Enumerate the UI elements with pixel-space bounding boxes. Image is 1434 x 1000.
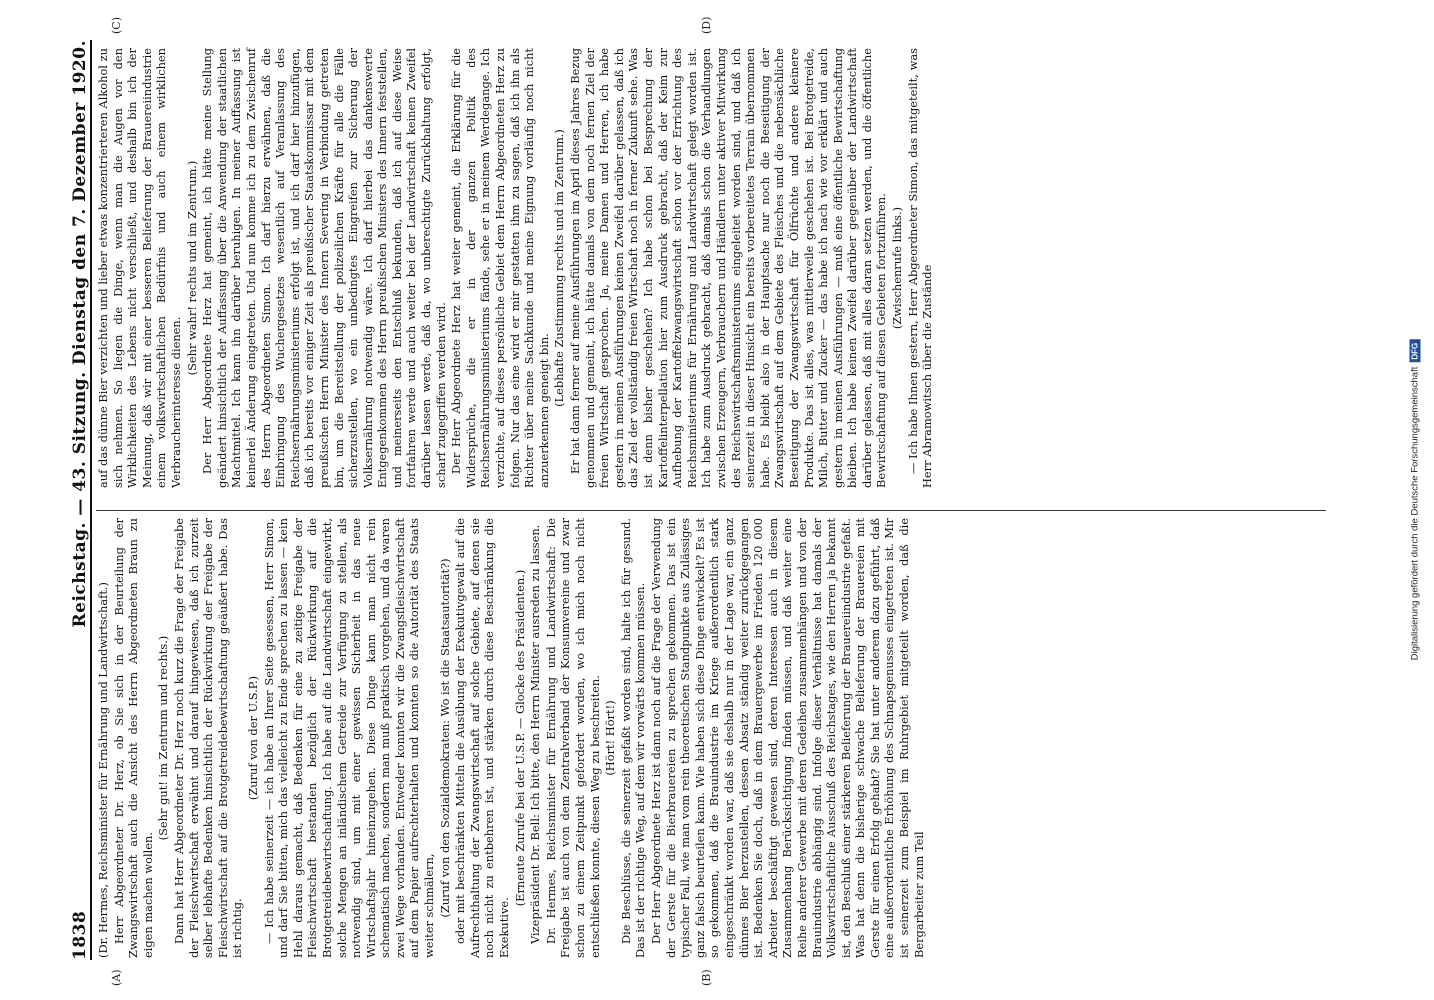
paragraph: Herr Abgeordneter Dr. Herz, ob Sie sich in der Beurteilung der Zwangswirtschaft auch die Ansicht des Herrn Abgeordneten Braun zu eigen machen wollen. (111, 518, 155, 958)
margin-marker-b: (B) (700, 969, 713, 986)
paragraph: Dann hat Herr Abgeordneter Dr. Herz noch kurz die Frage der Freigabe der Fleischwirtschaft erwähnt und darauf hingewiesen, daß ich zurzeit selber lebhafte Bedenken hinsichtlich der Rückwirkung der Freigabe der Fleischwirtschaft auf die Brotgetreidebewirtschaftung geäußert habe. Das ist richtig. (171, 518, 245, 958)
paragraph: oder mit beschränkten Mitteln die Ausübung der Exekutivgewalt auf die Aufrechthaltung der Zwangswirtschaft auf solche Gebiete, auf denen sie noch nicht zu entbehren ist, und stärken durch diese Beschränkung die Exekutive. (453, 518, 512, 958)
paragraph: (Hört! Hört!) (603, 700, 618, 776)
dfg-logo-icon: DFG (1410, 340, 1421, 363)
paragraph: Er hat dann ferner auf meine Ausführungen im April dieses Jahres Bezug genommen und gemeint, ich hätte damals von dem noch fernen Ziel der freien Wirtschaft gesprochen. Ja, meine Damen und Herren, ich habe gestern in meinen Ausführungen keinen Zweifel darüber gelassen, daß ich das Ziel der vollständig freien Wirtschaft noch in ferner Zukunft sehe. Was ist denn bisher geschehen? Ich habe schon bei Besprechung der Kartoffelinterpellation hier zum Ausdruck gebracht, daß der Keim zur Aufhebung der Kartoffelzwangswirtschaft schon vor der Errichtung des Reichsministeriums für Ernährung und Landwirtschaft gelegt worden ist. Ich habe zum Ausdruck gebracht, daß damals schon die Verhandlungen zwischen Erzeugern, Verbrauchern und Händlern unter aktiver Mitwirkung des Reichswirtschaftsministeriums eingeleitet worden sind, und daß ich seinerzeit in dieser Hinsicht ein bereits vorbereitetes Terrain übernommen habe. Es bleibt also in der Hauptsache nur noch die Beseitigung der Zwangswirtschaft auf dem Gebiete des Fleisches und die nebensächliche Beseitigung der Zwangswirtschaft für Ölfrüchte und andere kleinere Produkte. Das ist alles, was mittlerweile geschehen ist. Bei Brotgetreide, Milch, Butter und Zucker — das habe ich nach wie vor erklärt und auch gestern in meinen Ausführungen — muß eine öffentliche Bewirtschaftung bleiben. Ich habe keinen Zweifel darüber gegenüber der Landwirtschaft darüber gelassen, daß mit alles daran setzen werden, und die öffentliche Bewirtschaftung auf diesen Gebieten fortzuführen. (568, 48, 889, 488)
paragraph: (Zwischenrufe links.) (890, 206, 905, 330)
paragraph: — Ich habe seinerzeit — ich habe an Ihrer Seite gesessen, Herr Simon, und darf Sie bitten, mich das vielleicht zu Ende sprechen zu lassen — kein Hehl daraus gemacht, daß Bedenken für eine zu zeitige Freigabe der Fleischwirtschaft bestanden bezüglich der Rückwirkung auf die Brotgetreidebewirtschaftung. Ich habe auf die Landwirtschaft eingewirkt, solche Mengen an inländischem Getreide zur Verfügung zu stellen, als notwendig sind, um mit einer gewissen Sicherheit in das neue Wirtschaftsjahr hineinzugehen. Diese Dinge kann man nicht rein schematisch machen, sondern man muß praktisch vorgehen, und da waren zwei Wege vorhanden. Entweder konnten wir die Zwangsfleischwirtschaft auf dem Papier aufrechterhalten und konnten so die Autorität des Staats weiter schmälern, (261, 518, 437, 958)
page-number: 1838 (70, 910, 90, 960)
paragraph: (Zuruf von den Sozialdemokraten: Wo ist die Staatsautorität?) (437, 558, 452, 918)
credit-text: Digitalisierung gefördert durch die Deutsche Forschungsgemeinschaft (1409, 366, 1421, 661)
paragraph: (Sehr gut! im Zentrum und rechts.) (156, 635, 171, 841)
paragraph: (Lebhafte Zustimmung rechts und im Zentrum.) (552, 129, 567, 407)
paragraph: (Erneute Zurufe bei der U.S.P. — Glocke des Präsidenten.) (512, 569, 527, 907)
paragraph: Dr. Hermes, Reichsminister für Ernährung und Landwirtschaft: Die Freigabe ist auch von dem Zentralverband der Konsumvereine und zwar schon zu einem Zeitpunkt gefordert worden, wo ich mich noch nicht entschließen konnte, diesen Weg zu beschreiten. (543, 518, 602, 958)
page-header (60, 40, 92, 960)
running-title: Reichstag. — 43. Sitzung. Dienstag den 7. Dezember 1920. (70, 40, 90, 628)
paragraph: Der Herr Abgeordnete Herz hat weiter gemeint, die Erklärung für die Widersprüche, die er in der ganzen Politik des Reichsernährungsministeriums fände, sehe er in meinem Werdegange. Ich verzichte, auf dieses persönliche Gebiet dem Herrn Abgeordneten Herz zu folgen. Nur das eine wird er mir gestatten ihm zu sagen, daß ich ihn als Richter über meine Sachkunde und meine Eignung vorläufig noch nicht anzuerkennen geneigt bin. (449, 48, 551, 488)
margin-marker-d: (D) (700, 16, 713, 34)
digitization-credit (1410, 340, 1421, 661)
paragraph: Der Herr Abgeordnete Herz ist dann noch auf die Frage der Verwendung der Gerste für die Bierbrauereien zu sprechen gekommen. Das ist ein typischer Fall, wie man vom rein theoretischen Standpunkte aus Zulässiges ganz falsch beurteilen kann. Wie haben sich diese Dinge entwickelt? Es ist so gekommen, daß die Brauindustrie im Kriege außerordentlich stark eingeschränkt worden war, daß sie deshalb nur in der Lage war, ein ganz dünnes Bier herzustellen, dessen Absatz ständig weiter zurückgegangen ist. Bedenken Sie doch, daß in dem Brauergewerbe im Frieden 120 000 Arbeiter beschäftigt gewesen sind, deren Interessen auch in diesem Zusammenhang Berücksichtigung finden müssen, und daß weiter eine Reihe anderer Gewerbe mit deren Gedeihen zusammenhängen und von der Brauindustrie abhängig sind. Infolge dieser Verhältnisse hat damals der Volkswirtschaftliche Ausschuß des Reichstages, wie den Herren ja bekannt ist, den Beschluß einer stärkeren Belieferung der Brauereiindustrie gefaßt. Was hat denn die bisherige schwache Belieferung der Brauereien mit Gerste für einen Erfolg gehabt? Sie hat unter anderem dazu geführt, daß eine außerordentliche Erhöhung des Schnapsgenusses eingetreten ist. Mir ist seinerzeit zum Beispiel im Ruhrgebiet mitgeteilt worden, daß die Bergarbeiter zum Teil (648, 518, 926, 958)
paragraph: (Sehr wahr! rechts und im Zentrum.) (184, 160, 199, 376)
paragraph: Der Herr Abgeordnete Herz hat gemeint, ich hätte meine Stellung geändert hinsichtlich der Auffassung über die Anwendung der staatlichen Machtmittel. Ich kann ihn darüber beruhigen. In meiner Auffassung ist keinerlei Änderung eingetreten. Und nun komme ich zu dem Zwischenruf des Herrn Abgeordneten Simon. Ich darf hierzu erwähnen, daß die Einbringung des Wuchergesetzes wesentlich auf Veranlassung des Reichsernährungsministeriums erfolgt ist, und ich darf hier hinzufügen, daß ich bereits vor einiger Zeit als preußischer Staatskommissar mit dem preußischen Herrn Minister des Innern Severing in Verbindung getreten bin, um die Bereitstellung der polizeilichen Kräfte für alle die Fälle sicherzustellen, wo ein unbedingtes Eingreifen zur Sicherung der Volksernährung notwendig wäre. Ich darf hierbei das dankenswerte Entgegenkommen des Herrn preußischen Ministers des Innern feststellen, und meinerseits den Entschluß bekunden, daß ich auf diese Weise fortfahren werde und auch weiter bei der Landwirtschaft keinen Zweifel darüber lassen werde, daß da, wo unberechtigte Zurückhaltung erfolgt, scharf zugegriffen werden wird. (200, 48, 448, 488)
paragraph: (Dr. Hermes, Reichsminister für Ernährung und Landwirtschaft.) (96, 582, 110, 958)
column-divider (96, 510, 1326, 511)
paragraph: Vizepräsident Dr. Bell: Ich bitte, den Herrn Minister ausreden zu lassen. (528, 524, 543, 944)
right-text-column (96, 48, 936, 488)
paragraph: auf das dünne Bier verzichten und lieber etwas konzentrierteren Alkohol zu sich nehmen. So liegen die Dinge, wenn man die Augen vor den Wirklichkeiten des Lebens nicht verschließt, und deshalb bin ich der Meinung, daß wir mit einer besseren Belieferung der Brauereiindustrie einem volkswirtschaftlichen Bedürfnis und auch einem wirklichen Verbraucherinteresse dienen. (96, 48, 183, 488)
left-text-column (96, 518, 927, 958)
margin-marker-c: (C) (110, 17, 123, 34)
paragraph: (Zuruf von der U.S.P.) (245, 675, 260, 801)
paragraph: — Ich habe Ihnen gestern, Herr Abgeordneter Simon, das mitgeteilt, was Herr Abramowitsch über die Zustände (905, 48, 935, 488)
paragraph: Die Beschlüsse, die seinerzeit gefaßt worden sind, halte ich für gesund. Das ist der richtige Weg, auf dem wir vorwärts kommen müssen. (618, 518, 648, 958)
margin-marker-a: (A) (110, 969, 123, 986)
